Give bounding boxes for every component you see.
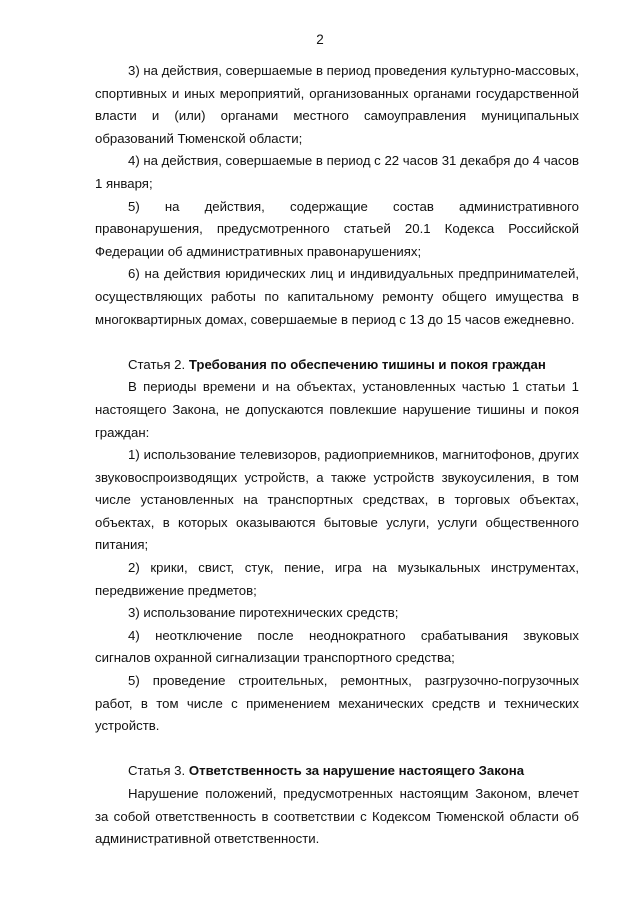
article-3-heading (95, 760, 579, 783)
list-item: 3) использование пиротехнических средств; (128, 605, 399, 621)
document-body (95, 60, 579, 851)
list-item: 5) проведение строительных, ремонтных, разгрузочно-погрузочных работ, в том числе с применением механических средств и технических устройств. (95, 673, 579, 734)
article-2-title: Требования по обеспечению тишины и покоя граждан (188, 356, 546, 372)
list-item: 4) неотключение после неоднократного срабатывания звуковых сигналов охранной сигнализации транспортного средства; (95, 627, 579, 666)
article-2-heading (95, 354, 579, 377)
spacer (95, 738, 579, 761)
list-item: 5) на действия, содержащие состав административного правонарушения, предусмотренного статьей 20.1 Кодекса Российской Федерации об административных правонарушениях; (95, 198, 579, 259)
list-item: 1) использование телевизоров, радиоприемников, магнитофонов, других звуковоспроизводящих устройств, а также устройств звукоусиления, в том числе установленных на транспортных средствах, в торговых объектах, объектах, в которых оказываются бытовые услуги, услуги общественного питания; (95, 447, 579, 553)
list-item: 3) на действия, совершаемые в период проведения культурно-массовых, спортивных и иных мероприятий, организованных органами государственной власти и (или) органами местного самоуправления муниципальных образований Тюменской области; (95, 63, 579, 146)
article-3-title: Ответственность за нарушение настоящего Закона (188, 763, 525, 779)
article-3-body: Нарушение положений, предусмотренных настоящим Законом, влечет за собой ответственность в соответствии с Кодексом Тюменской области об административной ответственности. (95, 786, 579, 847)
article-2-intro: В периоды времени и на объектах, установленных частью 1 статьи 1 настоящего Закона, не допускаются повлекшие нарушение тишины и покоя граждан: (95, 379, 579, 440)
spacer (95, 331, 579, 354)
list-item: 2) крики, свист, стук, пение, игра на музыкальных инструментах, передвижение предметов; (95, 560, 579, 598)
page-number: 2 (316, 32, 324, 47)
article-2-prefix: Статья 2. (128, 356, 186, 372)
list-item: 4) на действия, совершаемые в период с 22 часов 31 декабря до 4 часов 1 января; (95, 153, 580, 191)
article-3-prefix: Статья 3. (128, 763, 186, 779)
list-item: 6) на действия юридических лиц и индивидуальных предпринимателей, осуществляющих работы по капитальному ремонту общего имущества в многоквартирных домах, совершаемые в период с 13 до 15 часов ежедневно. (95, 266, 579, 327)
